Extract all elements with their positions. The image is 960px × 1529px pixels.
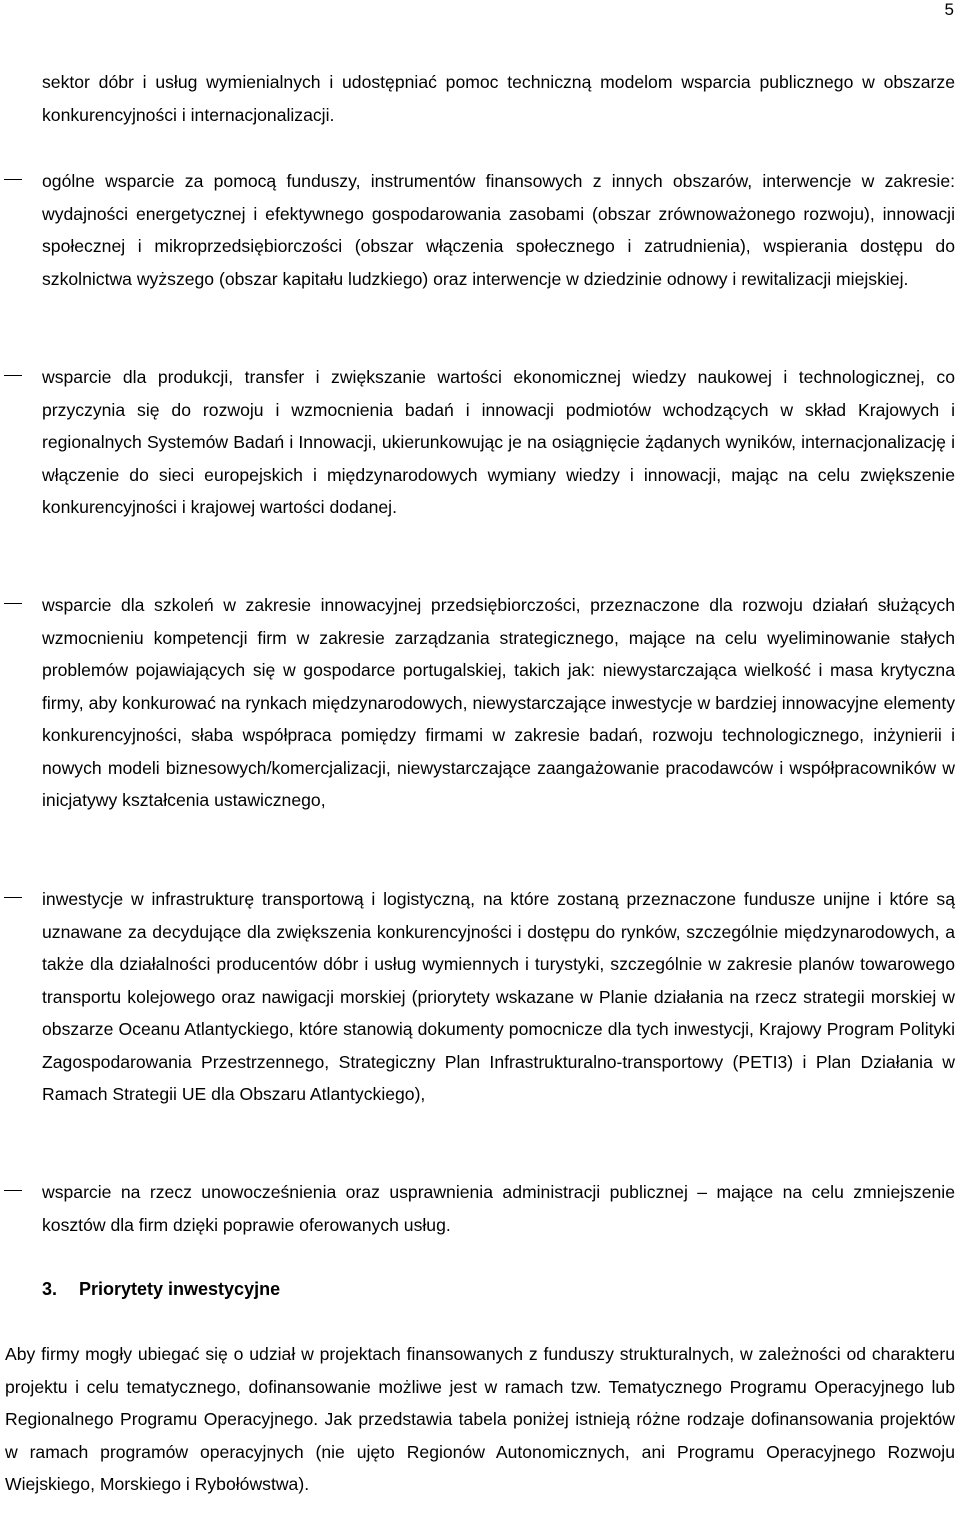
page-number: 5 — [944, 0, 954, 19]
dash-bullet-icon — [4, 603, 22, 604]
list-item-text: ogólne wsparcie za pomocą funduszy, instrumentów finansowych z innych obszarów, interwencje w zakresie: wydajności energetycznej i efektywnego gospodarowania zasobami (obszar zrównoważonego rozwoju), innowacji społecznej i mikroprzedsiębiorczości (obszar włączenia społecznego i zatrudnienia), wspierania dostępu do szkolnictwa wyższego (obszar kapitału ludzkiego) oraz interwencje w dziedzinie odnowy i rewitalizacji miejskiej. — [42, 171, 955, 289]
list-item-text: wsparcie na rzecz unowocześnienia oraz usprawnienia administracji publicznej – mające na celu zmniejszenie kosztów dla firm dzięki poprawie oferowanych usług. — [42, 1182, 955, 1235]
dash-bullet-icon — [4, 1190, 22, 1191]
list-item-text: wsparcie dla szkoleń w zakresie innowacyjnej przedsiębiorczości, przeznaczone dla rozwoju działań służących wzmocnieniu kompetencji firm w zakresie zarządzania strategicznego, mające na celu wyeliminowanie stałych problemów pojawiających się w gospodarce portugalskiej, takich jak: niewystarczająca wielkość i masa krytyczna firmy, aby konkurować na rynkach międzynarodowych, niewystarczające inwestycje w bardziej innowacyjne elementy konkurencyjności, słaba współpraca pomiędzy firmami w zakresie badań, rozwoju technologicznego, inżynierii i nowych modeli biznesowych/komercjalizacji, niewystarczające zaangażowanie pracodawców i współpracowników w inicjatywy kształcenia ustawicznego, — [42, 595, 955, 810]
dash-bullet-icon — [4, 375, 22, 376]
list-item-text: inwestycje w infrastrukturę transportową i logistyczną, na które zostaną przeznaczone fundusze unijne i które są uznawane za decydujące dla zwiększenia konkurencyjności i dostępu do rynków, szczególnie międzynarodowych, a także dla działalności producentów dóbr i usług wymiennych i turystyki, szczególnie w zakresie planów towarowego transportu kolejowego oraz nawigacji morskiej (priorytety wskazane w Planie działania na rzecz strategii morskiej w obszarze Oceanu Atlantyckiego, które stanowią dokumenty pomocnicze dla tych inwestycji, Krajowy Program Polityki Zagospodarowania Przestrzennego, Strategiczny Plan Infrastrukturalno-transportowy (PETI3) i Plan Działania w Ramach Strategii UE dla Obszaru Atlantyckiego), — [42, 889, 955, 1104]
section-title: Priorytety inwestycyjne — [79, 1279, 281, 1299]
dash-bullet-icon — [4, 897, 22, 898]
list-item-text: wsparcie dla produkcji, transfer i zwiększanie wartości ekonomicznej wiedzy naukowej i technologicznej, co przyczynia się do rozwoju i wzmocnienia badań i innowacji podmiotów wchodzących w skład Krajowych i regionalnych Systemów Badań i Innowacji, ukierunkowując je na osiągnięcie żądanych wyników, internacjonalizację i włączenie do sieci europejskich i międzynarodowych wymiany wiedzy i innowacji, mając na celu zwiększenie konkurencyjności i krajowej wartości dodanej. — [42, 367, 955, 517]
closing-paragraph: Aby firmy mogły ubiegać się o udział w projektach finansowanych z funduszy strukturalnych, w zależności od charakteru projektu i celu tematycznego, dofinansowanie możliwe jest w ramach tzw. Tematycznego Programu Operacyjnego lub Regionalnego Programu Operacyjnego. Jak przedstawia tabela poniżej istnieją różne rodzaje dofinansowania projektów w ramach programów operacyjnych (nie ujęto Regionów Autonomicznych, ani Programu Operacyjnego Rozwoju Wiejskiego, Morskiego i Rybołówstwa). — [5, 1344, 955, 1494]
section-number: 3. — [42, 1279, 58, 1299]
continuation-paragraph: sektor dóbr i usług wymienialnych i udostępniać pomoc techniczną modelom wsparcia publicznego w obszarze konkurencyjności i internacjonalizacji. — [42, 72, 955, 125]
section-heading — [42, 1273, 280, 1305]
dash-bullet-icon — [4, 179, 22, 180]
